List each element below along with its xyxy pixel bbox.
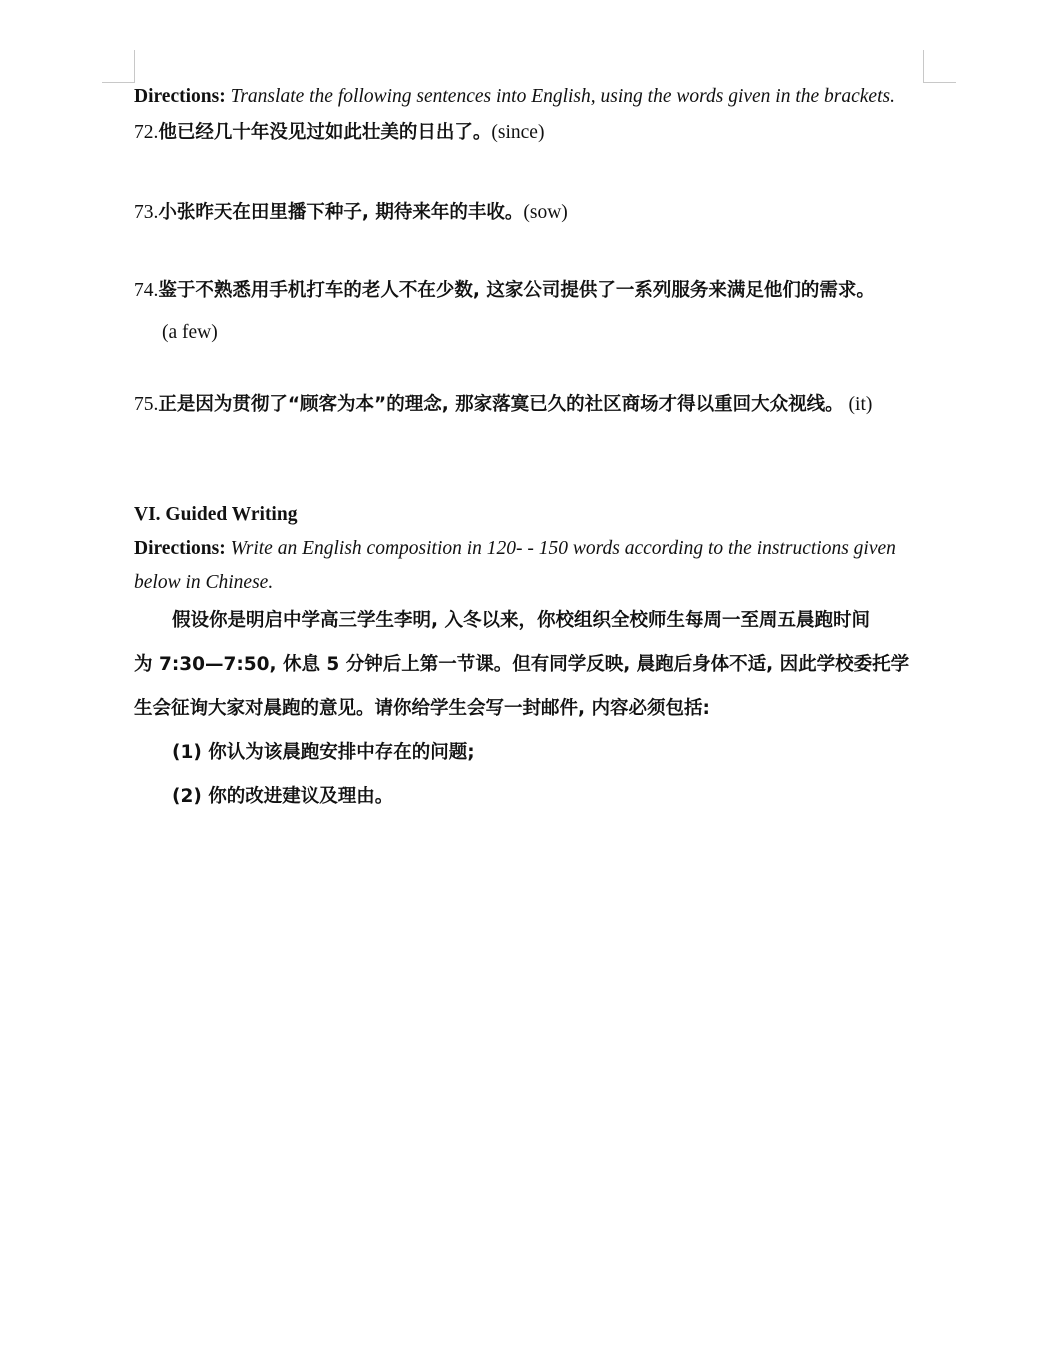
item-chinese: 鉴于不熟悉用手机打车的老人不在少数, 这家公司提供了一系列服务来满足他们的需求。 — [158, 280, 875, 301]
directions-text: Write an English composition in 120- - 150 words according to the instructions given — [225, 538, 896, 559]
prompt-line-2: 为 7:30—7:50, 休息 5 分钟后上第一节课。但有同学反映, 晨跑后身体不适, 因此学校委托学 — [134, 654, 910, 675]
page-corner-marker-top-left — [102, 50, 135, 83]
item-number: 72. — [134, 122, 159, 143]
prompt-line-1: 假设你是明启中学高三学生李明, 入冬以来，你校组织全校师生每周一至周五晨跑时间 — [172, 610, 870, 631]
guided-writing-directions — [134, 537, 896, 561]
directions-text: Translate the following sentences into English, using the words given in the brackets. — [225, 86, 895, 107]
requirement-1: (1) 你认为该晨跑安排中存在的问题; — [172, 742, 475, 763]
item-hint: (since) — [491, 122, 545, 143]
item-hint: (a few) — [162, 322, 218, 343]
translation-item-73 — [134, 201, 568, 225]
item-number: 75. — [134, 394, 159, 415]
translation-item-75 — [134, 393, 872, 417]
translation-item-74-hint — [162, 321, 218, 345]
page-corner-marker-top-right — [923, 50, 956, 83]
prompt-line-3: 生会征询大家对晨跑的意见。请你给学生会写一封邮件, 内容必须包括: — [134, 698, 710, 719]
item-hint: (it) — [843, 394, 873, 415]
item-chinese: 小张昨天在田里播下种子, 期待来年的丰收。 — [158, 202, 524, 223]
item-number: 73. — [134, 202, 159, 223]
item-hint: (sow) — [523, 202, 568, 223]
translation-directions — [134, 85, 895, 109]
guided-writing-heading: VI. Guided Writing — [134, 504, 298, 525]
translation-item-74 — [134, 279, 875, 303]
translation-item-72 — [134, 121, 544, 145]
requirement-2: (2) 你的改进建议及理由。 — [172, 786, 394, 807]
directions-label: Directions: — [134, 538, 226, 559]
directions-label: Directions: — [134, 86, 226, 107]
item-chinese: 他已经几十年没见过如此壮美的日出了。 — [158, 122, 492, 143]
item-number: 74. — [134, 280, 159, 301]
item-chinese: 正是因为贯彻了“顾客为本”的理念, 那家落寞已久的社区商场才得以重回大众视线。 — [158, 394, 844, 415]
guided-writing-directions-line2: below in Chinese. — [134, 572, 274, 593]
